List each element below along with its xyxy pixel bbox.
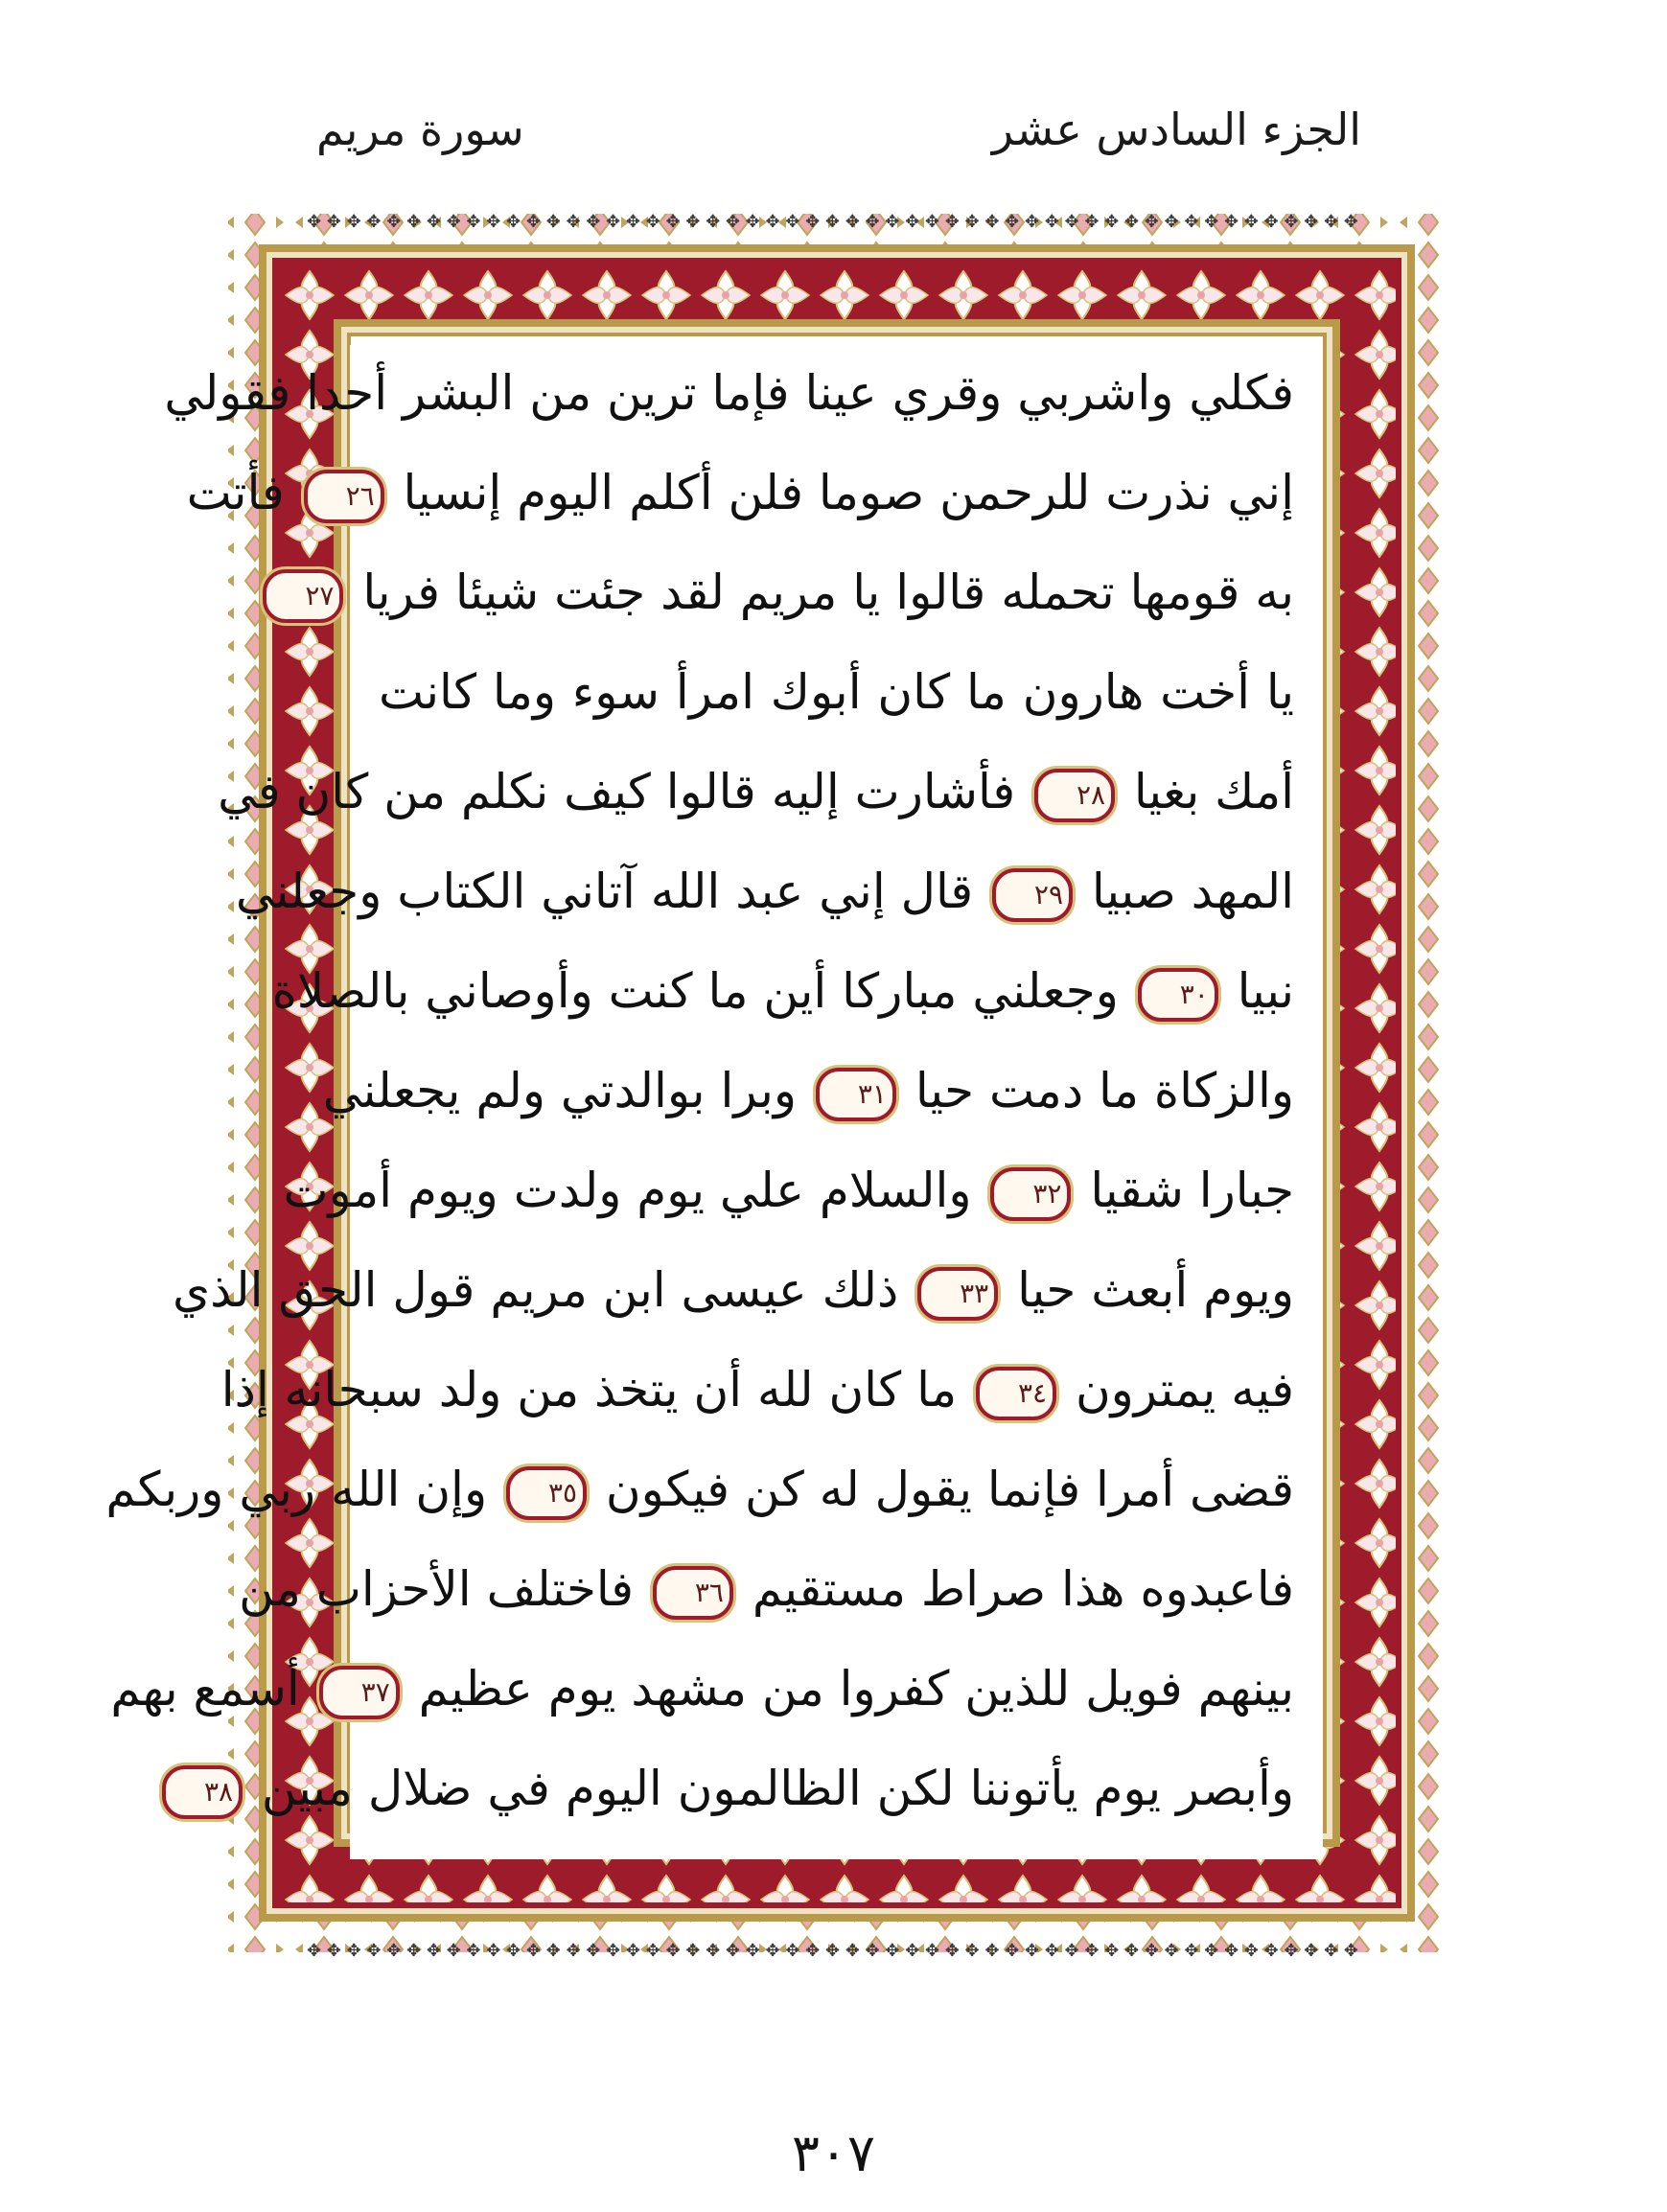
verse-text: ما كان لله أن يتخذ من ولد سبحانه إذا <box>220 1362 958 1417</box>
text-line <box>322 1043 1294 1139</box>
verse-text: أسمع بهم <box>110 1661 300 1717</box>
text-line <box>164 345 1294 441</box>
verse-text: وبرا بوالدتي ولم يجعلني <box>322 1063 798 1118</box>
verse-text: فكلي واشربي وقري عينا فإما ترين من البشر أحدا فقولي <box>164 365 1294 421</box>
verse-text: والسلام علي يوم ولدت ويوم أموت <box>283 1163 972 1218</box>
text-line <box>220 1342 1294 1438</box>
verse-text: به قومها تحمله قالوا يا مريم لقد جئت شيئا فريا <box>362 565 1294 620</box>
verse-text: قضى أمرا فإنما يقول له كن فيكون <box>605 1462 1294 1517</box>
text-line <box>239 1541 1294 1637</box>
text-line <box>172 1242 1294 1338</box>
verse-text: فأشارت إليه قالوا كيف نكلم من كان في <box>218 764 1016 819</box>
ayah-number-marker: ٣٣ <box>917 1267 998 1321</box>
text-line <box>110 1641 1294 1737</box>
ayah-number-marker: ٣٦ <box>653 1566 733 1620</box>
ayah-number-marker: ٢٩ <box>992 868 1073 922</box>
text-line <box>305 544 1294 640</box>
ayah-number-marker: ٣٧ <box>319 1666 400 1719</box>
page-number: ٣٠٧ <box>791 2123 875 2183</box>
verse-text: ذلك عيسى ابن مريم قول الحق الذي <box>172 1262 899 1318</box>
verse-text: فيه يمترون <box>1075 1362 1294 1417</box>
text-line <box>186 445 1294 541</box>
surah-title: سورة مريم <box>316 104 524 155</box>
ayah-number-marker: ٣٥ <box>506 1466 587 1520</box>
verse-text: أمك بغيا <box>1133 764 1294 819</box>
verse-text: وأبصر يوم يأتوننا لكن الظالمون اليوم في ضلال مبين <box>261 1761 1294 1816</box>
verse-text: يا أخت هارون ما كان أبوك امرأ سوء وما كانت <box>379 664 1294 720</box>
ayah-number-marker: ٣٠ <box>1138 968 1218 1022</box>
verse-text: جبارا شقيا <box>1090 1163 1294 1218</box>
verse-text: بينهم فويل للذين كفروا من مشهد يوم عظيم <box>418 1661 1294 1717</box>
verse-text: فاختلف الأحزاب من <box>239 1561 635 1617</box>
ayah-number-marker: ٣٢ <box>990 1167 1071 1221</box>
text-line <box>283 1142 1294 1238</box>
verse-text: ويوم أبعث حيا <box>1017 1262 1294 1318</box>
verse-text: فاعبدوه هذا صراط مستقيم <box>752 1561 1294 1617</box>
text-line <box>379 644 1294 740</box>
verse-text: إني نذرت للرحمن صوما فلن أكلم اليوم إنسيا <box>403 465 1294 520</box>
text-line <box>203 1740 1294 1836</box>
verse-text: نبيا <box>1237 963 1294 1019</box>
verse-text: المهد صبيا <box>1091 864 1294 919</box>
text-line <box>235 843 1294 939</box>
verse-text: والزكاة ما دمت حيا <box>915 1063 1294 1118</box>
ayah-number-marker: ٣٤ <box>976 1367 1056 1420</box>
ayah-number-marker: ٢٧ <box>263 569 343 623</box>
verse-text: فأتت <box>186 465 285 520</box>
ayah-number-marker: ٢٨ <box>1034 769 1115 822</box>
verse-text: وجعلني مباركا أين ما كنت وأوصاني بالصلاة <box>271 963 1119 1019</box>
juz-title: الجزء السادس عشر <box>991 104 1361 155</box>
ayah-number-marker: ٣١ <box>816 1068 896 1121</box>
text-line <box>271 943 1294 1039</box>
verse-text: وإن الله ربي وربكم <box>105 1462 488 1517</box>
ayah-number-marker: ٢٦ <box>304 470 384 523</box>
ayah-number-marker: ٣٨ <box>162 1765 243 1819</box>
text-line <box>218 744 1294 840</box>
text-panel <box>105 345 1323 1859</box>
verse-text: قال إني عبد الله آتاني الكتاب وجعلني <box>235 864 974 919</box>
text-line <box>105 1441 1294 1537</box>
page-header <box>316 104 1361 171</box>
svg-text:✥ ✥ ✥ ✥ ✥ ✥ ✥ ✥ ✥ ✥ ✥ ✥ ✥ ✥ ✥: ✥ ✥ ✥ ✥ ✥ ✥ ✥ ✥ ✥ ✥ ✥ ✥ ✥ ✥ ✥ ✥ ✥ ✥ ✥ ✥ ✥ ✥ ✥ ✥ ✥ ✥ ✥ ✥ ✥ ✥ ✥ ✥ ✥ ✥ ✥ ✥ ✥ ✥ ✥ ✥ ✥ ✥ ✥ ✥ ✥ ✥ ✥ ✥ ✥ ✥ ✥ ✥ ✥ <box>307 212 1358 232</box>
svg-text:✥ ✥ ✥ ✥ ✥ ✥ ✥ ✥ ✥ ✥ ✥ ✥ ✥ ✥ ✥: ✥ ✥ ✥ ✥ ✥ ✥ ✥ ✥ ✥ ✥ ✥ ✥ ✥ ✥ ✥ ✥ ✥ ✥ ✥ ✥ ✥ ✥ ✥ ✥ ✥ ✥ ✥ ✥ ✥ ✥ ✥ ✥ ✥ ✥ ✥ ✥ ✥ ✥ ✥ ✥ ✥ ✥ ✥ ✥ ✥ ✥ ✥ ✥ ✥ ✥ ✥ ✥ ✥ <box>307 1941 1358 1961</box>
